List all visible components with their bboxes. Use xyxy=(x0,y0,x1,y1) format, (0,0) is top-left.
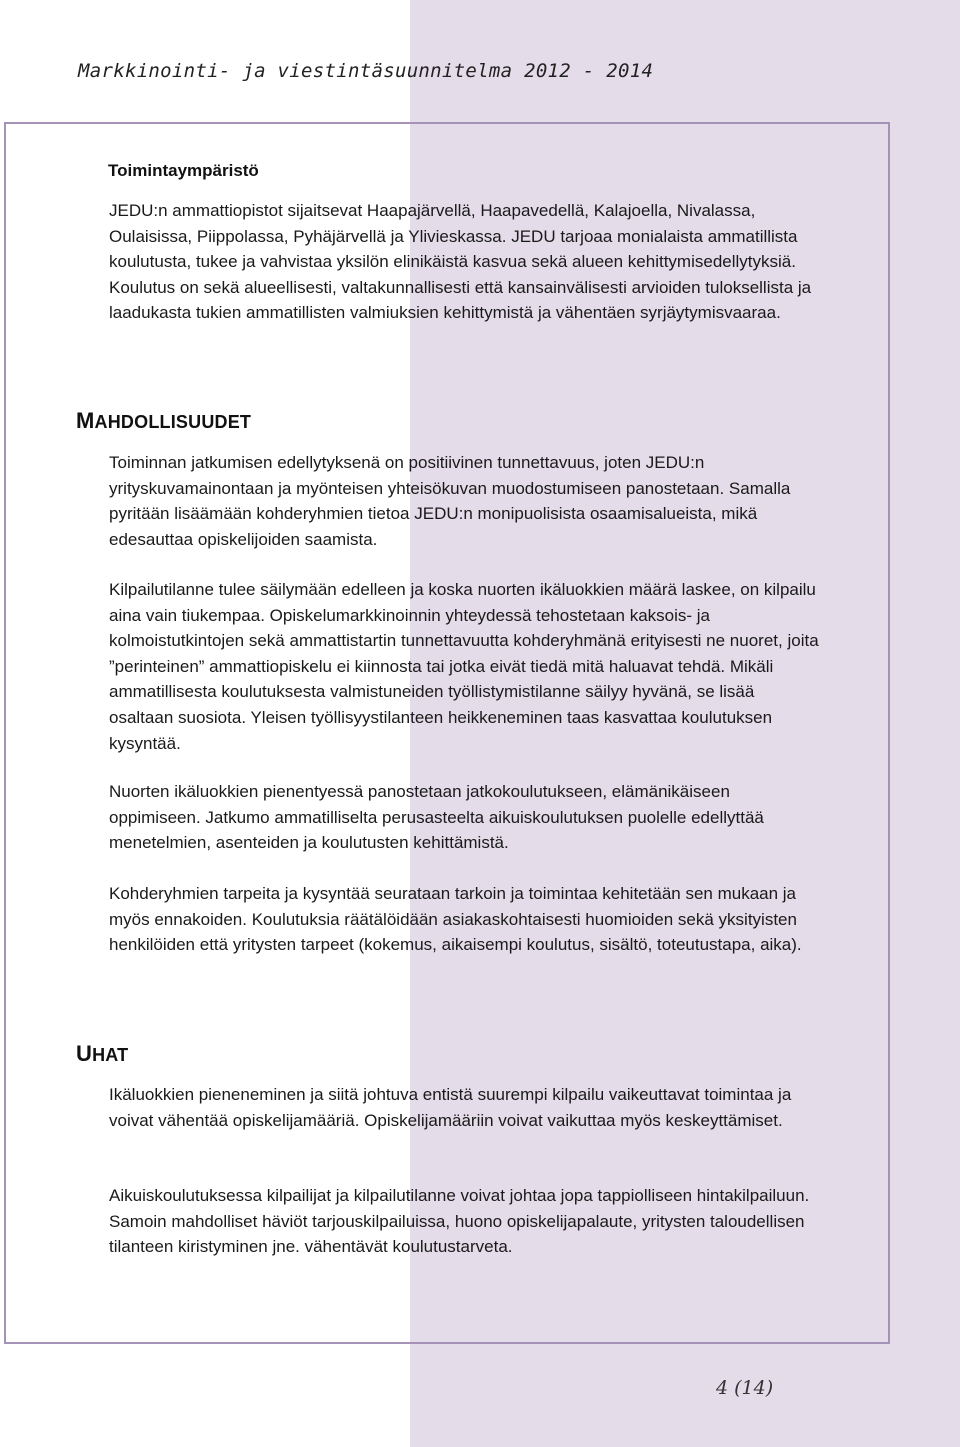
paragraph-text: Nuorten ikäluokkien pienentyessä panostetaan jatkokoulutukseen, elämänikäiseen oppimiseen. Jatkumo ammatilliselta perusasteelta aikuiskoulutuksen puolelle edellyttää menetelmien, asenteiden ja koulutusten kehittämistä. xyxy=(109,782,764,853)
page-number: 4 (14) xyxy=(716,1377,774,1399)
paragraph-text: Kilpailutilanne tulee säilymään edelleen ja koska nuorten ikäluokkien määrä laskee, on kilpailu aina vain tiukempaa. Opiskelumarkkinoinnin yhteydessä tehostetaan kaksois- ja kolmoistutkintojen sekä ammattistartin tunnettavuutta kohderyhmänä erityisesti ne nuoret, joita ”perinteinen” ammattiopiskelu ei kiinnosta tai jotka eivät tiedä mitä haluavat tehdä. Mikäli ammatillisesta koulutuksesta valmistuneiden työllistymistilanne säilyy hyvänä, se lisää osaltaan suosiota. Yleisen työllisyystilanteen heikkeneminen taas kasvattaa koulutuksen kysyntää. xyxy=(109,580,819,753)
threats-heading xyxy=(76,1041,128,1067)
paragraph-text: Toiminnan jatkumisen edellytyksenä on positiivinen tunnettavuus, joten JEDU:n yrityskuvamainontaan ja myönteisen yhteisökuvan muodostumiseen panostetaan. Samalla pyritään lisäämään kohderyhmien tietoa JEDU:n monipuolisista osaamisalueista, mikä edesauttaa opiskelijoiden saamista. xyxy=(109,453,791,549)
document-title: Markkinointi- ja viestintäsuunnitelma 2012 - 2014 xyxy=(78,60,654,82)
opportunities-paragraph-3 xyxy=(109,779,821,856)
threats-paragraph-1 xyxy=(109,1082,821,1133)
paragraph-text: Aikuiskoulutuksessa kilpailijat ja kilpailutilanne voivat johtaa jopa tappiolliseen hintakilpailuun. Samoin mahdolliset häviöt tarjouskilpailuissa, huono opiskelijapalaute, yritysten taloudellisen tilanteen kiristyminen jne. vähentävät koulutustarveta. xyxy=(109,1186,810,1257)
heading-rest: HAT xyxy=(92,1045,129,1065)
heading-rest: AHDOLLISUUDET xyxy=(94,412,252,432)
paragraph-text: JEDU:n ammattiopistot sijaitsevat Haapajärvellä, Haapavedellä, Kalajoella, Nivalassa, Oulaisissa, Piippolassa, Pyhäjärvellä ja Ylivieskassa. JEDU tarjoaa monialaista ammatillista koulutusta, tukee ja vahvistaa yksilön elinikäistä kasvua sekä alueen kehittymisedellytyksiä. Koulutus on sekä alueellisesti, valtakunnallisesti että kansainvälisesti arvioiden tuloksellista ja laadukasta tukien ammatillisten valmiuksien kehittymistä ja vähentäen syrjäytymisvaaraa. xyxy=(109,201,812,323)
paragraph-text: Kohderyhmien tarpeita ja kysyntää seurataan tarkoin ja toimintaa kehitetään sen mukaan ja myös ennakoiden. Koulutuksia räätälöidään asiakaskohtaisesti huomioiden sekä yksityisten henkilöiden että yritysten tarpeet (kokemus, aikaisempi koulutus, sisältö, toteutustapa, aika). xyxy=(109,884,802,955)
opportunities-paragraph-2 xyxy=(109,577,821,756)
heading-initial: U xyxy=(76,1041,93,1066)
threats-paragraph-2 xyxy=(109,1183,821,1260)
opportunities-paragraph-1 xyxy=(109,450,821,552)
heading-initial: M xyxy=(76,408,95,433)
opportunities-heading xyxy=(76,408,251,434)
opportunities-paragraph-4 xyxy=(109,881,821,958)
environment-heading: Toimintaympäristö xyxy=(108,161,259,180)
paragraph-text: Ikäluokkien pieneneminen ja siitä johtuva entistä suurempi kilpailu vaikeuttavat toimintaa ja voivat vähentää opiskelijamääriä. Opiskelijamääriin voivat vaikuttaa myös keskeyttämiset. xyxy=(109,1085,792,1130)
environment-paragraph xyxy=(109,198,821,326)
